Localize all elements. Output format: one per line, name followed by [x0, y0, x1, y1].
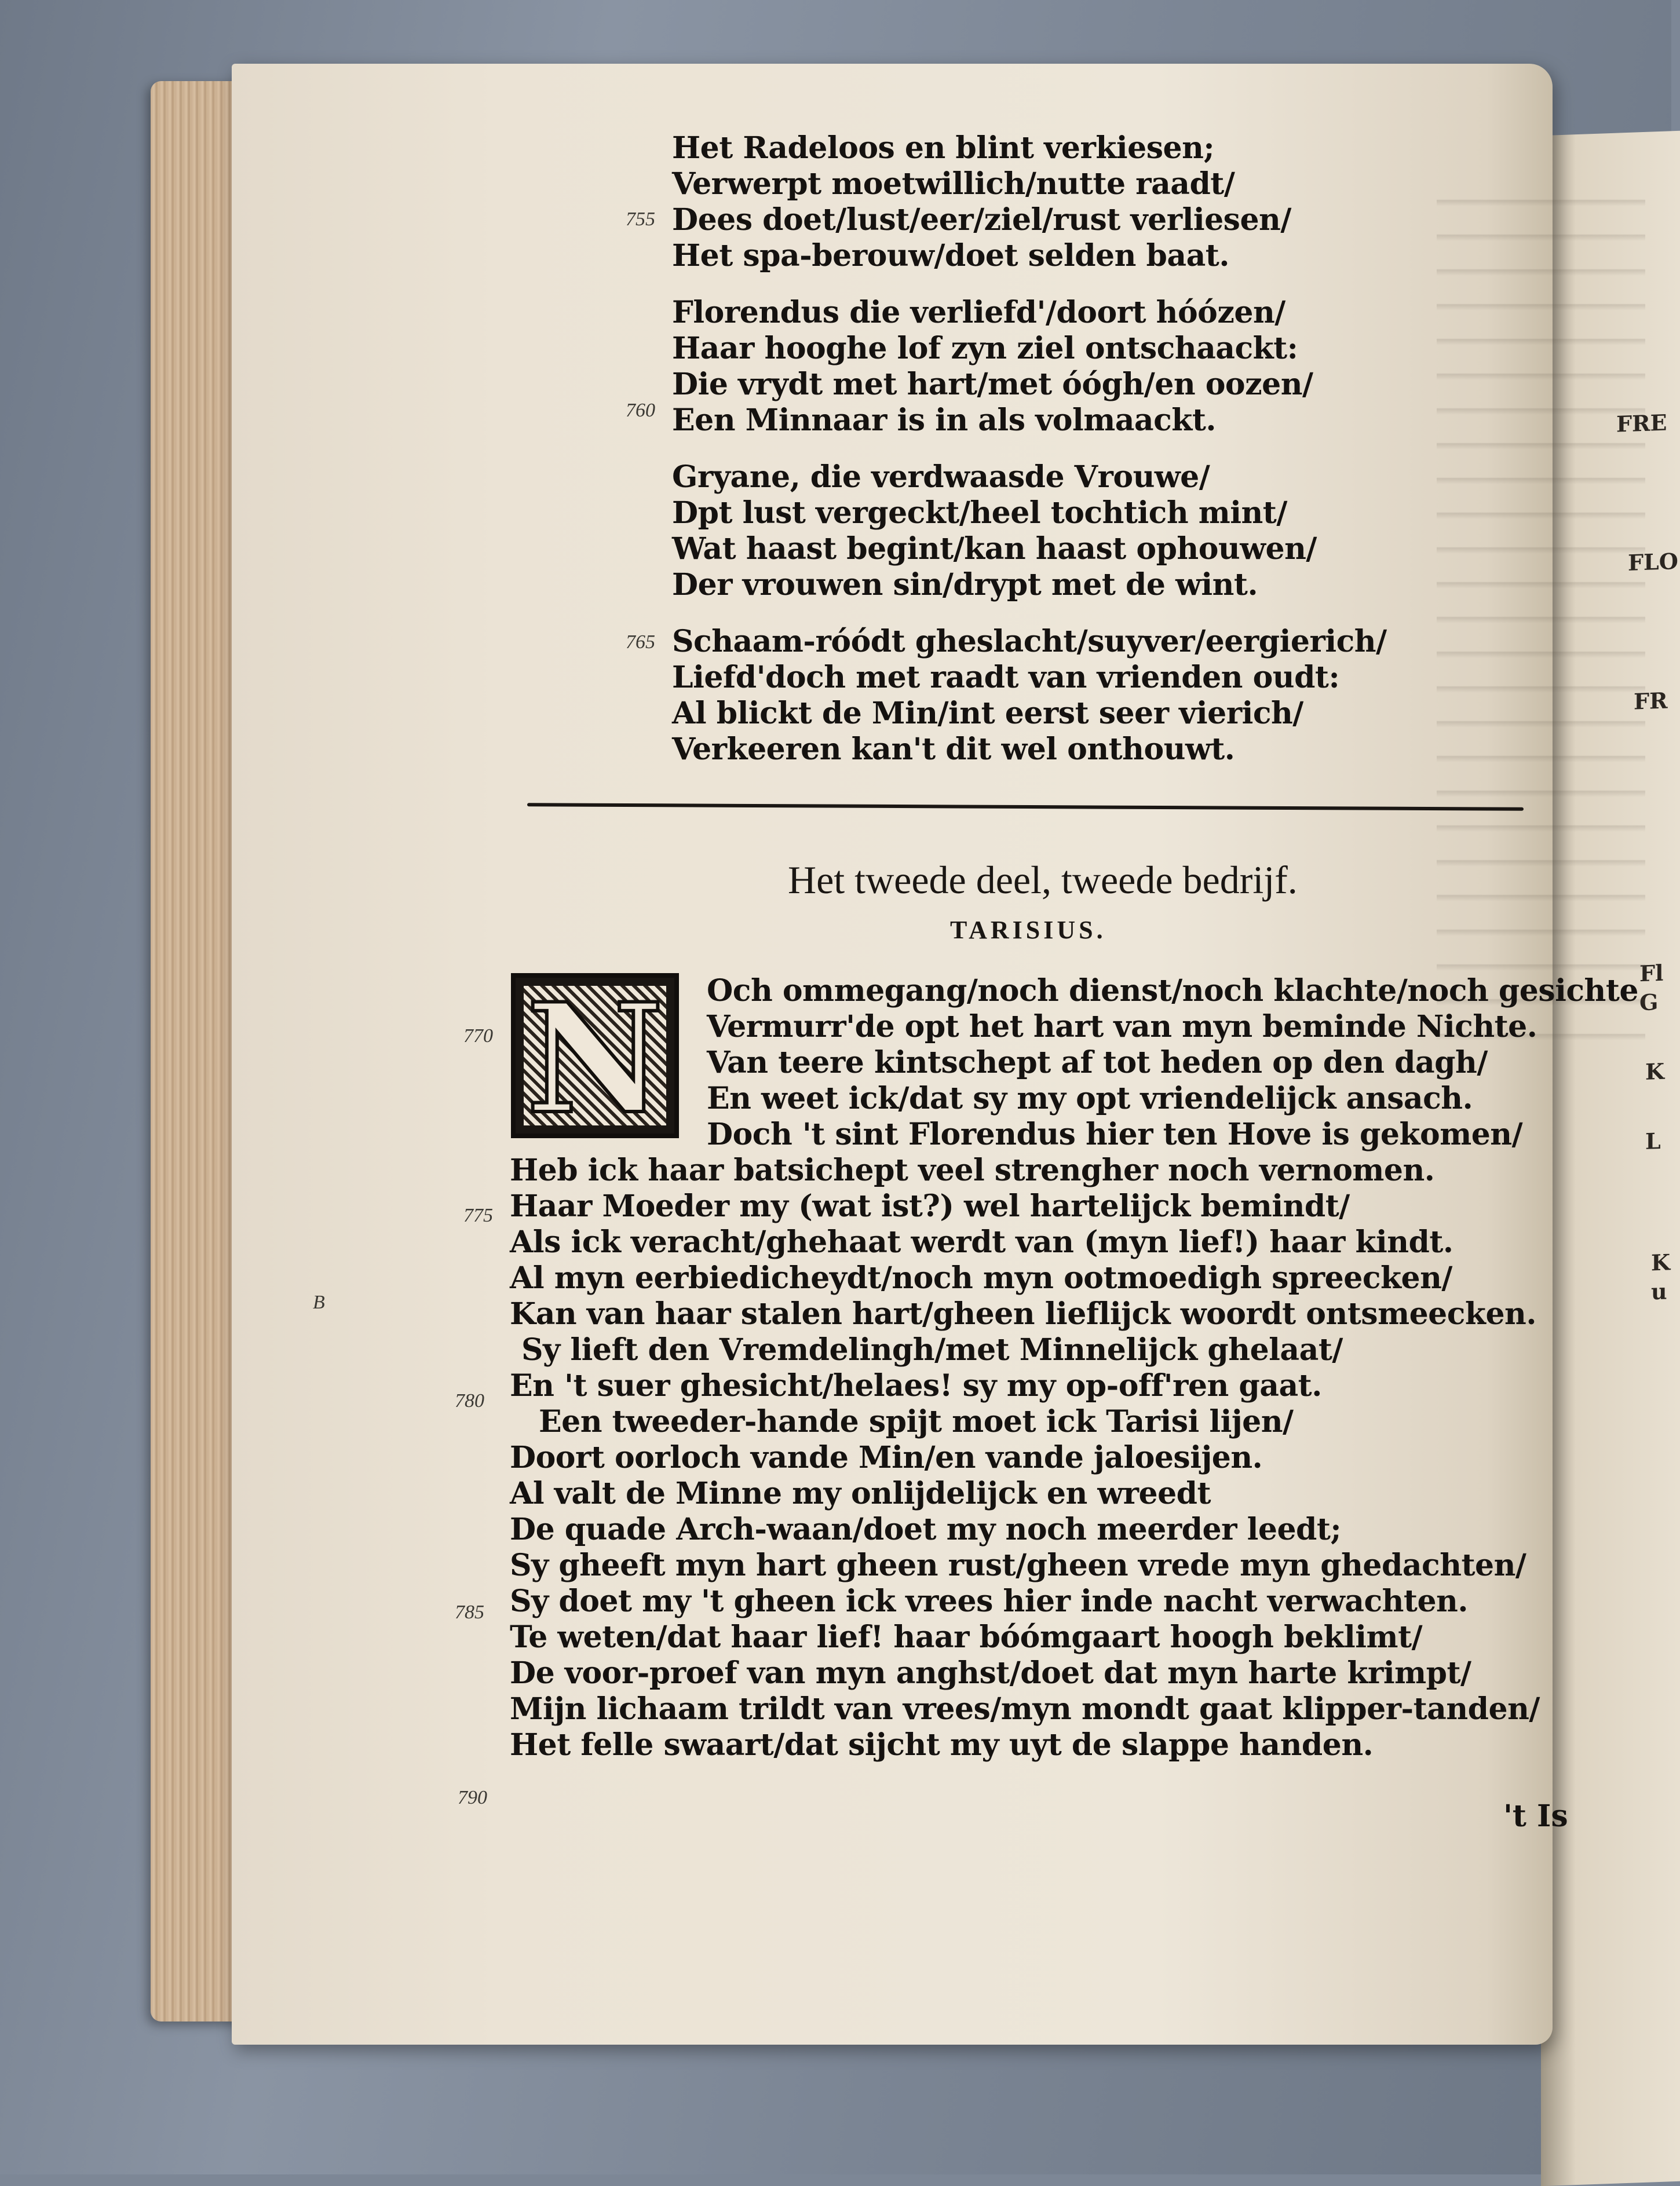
speech-line: Sy doet my 't gheen ick vrees hier inde nacht verwachten. [510, 1584, 1468, 1619]
speech-line: Heb ick haar batsichept veel strengher noch vernomen. [510, 1153, 1435, 1188]
line-number: 780 [455, 1390, 484, 1412]
line-number: 760 [626, 400, 655, 421]
speech-line: Doort oorloch vande Min/en vande jaloesijen. [510, 1440, 1263, 1475]
speech-line: Och ommegang/noch dienst/noch klachte/noch gesichte [707, 973, 1638, 1008]
speech-line: Als ick veracht/ghehaat werdt van (myn lief!) haar kindt. [510, 1224, 1453, 1260]
facing-fragment: G [1639, 989, 1659, 1016]
verse-block [672, 130, 1387, 788]
facing-fragment: FRE [1616, 409, 1667, 437]
facing-fragment: K [1645, 1058, 1665, 1085]
verse-line: Een Minnaar is in als volmaackt. [672, 403, 1216, 438]
speech-line: En weet ick/dat sy my opt vriendelijck ansach. [707, 1081, 1473, 1116]
verse-line: Verwerpt moetwillich/nutte raadt/ [672, 166, 1235, 202]
facing-fragment: Fl [1639, 959, 1664, 987]
line-number: 755 [626, 209, 655, 230]
facing-fragment: K [1651, 1249, 1671, 1276]
verse-line: Florendus die verliefd'/doort hóózen/ [672, 295, 1285, 330]
verse-line: Al blickt de Min/int eerst seer vierich/ [672, 696, 1303, 731]
verse-line: Het Radeloos en blint verkiesen; [672, 130, 1215, 166]
speech-line: Kan van haar stalen hart/gheen lieflijck woordt ontsmeecken. [510, 1296, 1536, 1332]
verse-line: Der vrouwen sin/drypt met de wint. [672, 567, 1258, 602]
stanza [672, 624, 1387, 767]
facing-fragment: L [1645, 1127, 1661, 1154]
stanza [672, 295, 1387, 438]
line-number: 790 [458, 1787, 487, 1808]
speech-line: Van teere kintschept af tot heden op den dagh/ [707, 1045, 1488, 1080]
speech-line: Sy gheeft myn hart gheen rust/gheen vrede myn ghedachten/ [510, 1548, 1526, 1583]
show-through-text [1437, 180, 1645, 1048]
speech-line: Sy lieft den Vremdelingh/met Minnelijck ghelaat/ [521, 1332, 1343, 1368]
verse-line: Dees doet/lust/eer/ziel/rust verliesen/ [672, 202, 1291, 237]
verse-line: Die vrydt met hart/met óógh/en oozen/ [672, 367, 1313, 402]
speech-line: Al myn eerbiedicheydt/noch myn ootmoedigh spreecken/ [510, 1260, 1452, 1296]
verse-line: Het spa-berouw/doet selden baat. [672, 238, 1229, 273]
speech-line: De quade Arch-waan/doet my noch meerder leedt; [510, 1512, 1342, 1547]
verse-line: Dpt lust vergeckt/heel tochtich mint/ [672, 495, 1287, 531]
pencil-mark: B [313, 1292, 325, 1313]
stanza [672, 130, 1387, 274]
section-heading: Het tweede deel, tweede bedrijf. [788, 858, 1298, 902]
speech-line: Het felle swaart/dat sijcht my uyt de slappe handen. [510, 1727, 1374, 1763]
speech-line: Haar Moeder my (wat ist?) wel hartelijck bemindt/ [510, 1189, 1350, 1224]
verse-line: Wat haast begint/kan haast ophouwen/ [672, 531, 1317, 566]
line-number: 765 [626, 631, 655, 653]
facing-fragment: FLO [1628, 547, 1678, 576]
speech-line: Doch 't sint Florendus hier ten Hove is gekomen/ [707, 1117, 1523, 1152]
verse-line: Liefd'doch met raadt van vrienden oudt: [672, 660, 1340, 695]
speech-line: En 't suer ghesicht/helaes! sy my op-off'ren gaat. [510, 1368, 1322, 1403]
speech-line: Mijn lichaam trildt van vrees/myn mondt gaat klipper-tanden/ [510, 1691, 1540, 1727]
catchword: 't Is [1503, 1798, 1568, 1834]
line-number: 775 [463, 1205, 493, 1226]
verse-line: Gryane, die verdwaasde Vrouwe/ [672, 459, 1210, 495]
line-number: 770 [463, 1025, 493, 1047]
verse-line: Haar hooghe lof zyn ziel ontschaackt: [672, 331, 1298, 366]
speech-line: Een tweeder-hande spijt moet ick Tarisi lijen/ [539, 1404, 1294, 1439]
speech-line: Te weten/dat haar lief! haar bóómgaart hoogh beklimt/ [510, 1620, 1423, 1655]
speech-line: Al valt de Minne my onlijdelijck en wreedt [510, 1476, 1211, 1511]
verse-line: Schaam-róódt gheslacht/suyver/eergierich/ [672, 624, 1387, 659]
speaker-name: TARISIUS. [950, 916, 1106, 944]
speech-block [510, 973, 1638, 1763]
line-number: 785 [455, 1602, 484, 1623]
speech-line: Vermurr'de opt het hart van myn beminde Nichte. [707, 1009, 1537, 1044]
verse-line: Verkeeren kan't dit wel onthouwt. [672, 732, 1235, 767]
stanza [672, 459, 1387, 603]
speech-line: De voor-proef van myn anghst/doet dat myn harte krimpt/ [510, 1655, 1471, 1691]
facing-fragment: u [1651, 1278, 1667, 1305]
facing-fragment: FR [1634, 687, 1668, 715]
initial-letter: N [526, 971, 664, 1147]
